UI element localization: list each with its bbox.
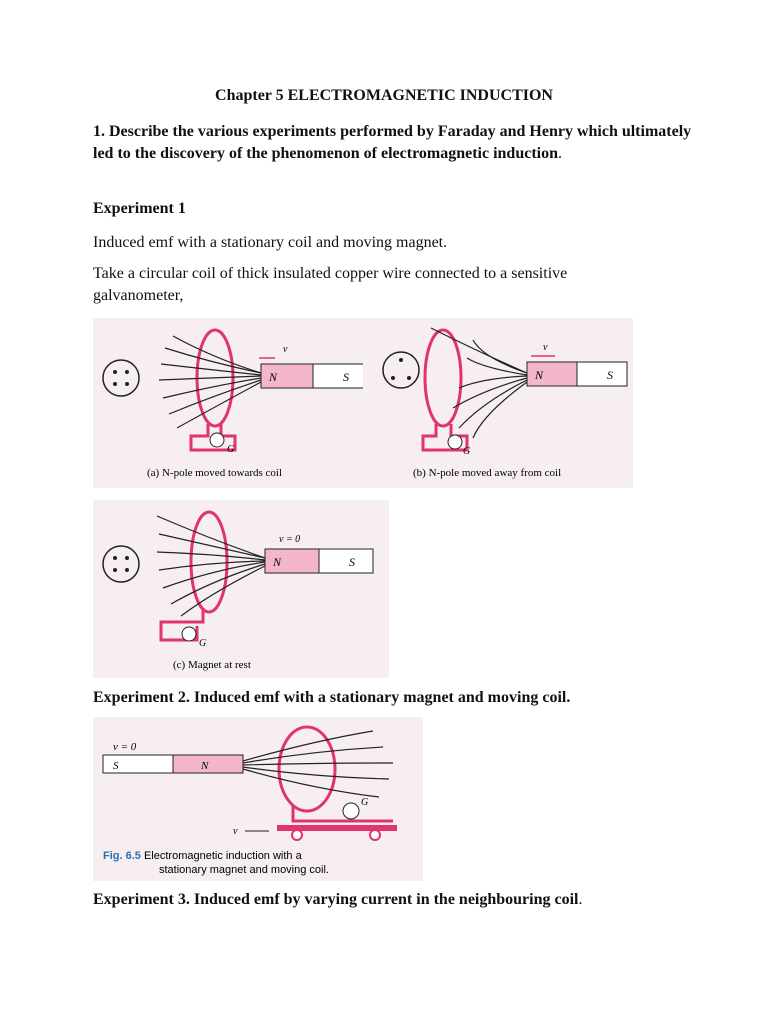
magnet-south: [577, 362, 627, 386]
figure-6-5-caption-text: Electromagnetic induction with a: [143, 850, 302, 862]
north-label: N: [535, 368, 544, 382]
galvanometer-icon: [210, 433, 224, 447]
page-title: Chapter 5 ELECTROMAGNETIC INDUCTION: [215, 87, 553, 104]
magnet-south: [319, 549, 373, 573]
question-period: .: [558, 145, 562, 162]
experiment-1-line-1: Induced emf with a stationary coil and moving magnet.: [93, 234, 448, 251]
south-label: S: [607, 368, 613, 382]
figure-b: [363, 318, 633, 488]
figure-6-5: [93, 717, 423, 881]
galvanometer-label: G: [199, 638, 207, 649]
experiment-3-period: .: [578, 891, 583, 908]
magnet-south: [313, 364, 363, 388]
figure-6-5-caption-line-1: [103, 850, 303, 862]
south-label: S: [113, 760, 119, 772]
galvanometer-label: G: [227, 444, 235, 455]
question-text: Describe the various experiments performed by Faraday and Henry which ultimately led to the discovery of the phenomenon of electromagnetic induction: [93, 123, 692, 162]
question-number: 1.: [93, 123, 105, 140]
experiment-1-line-2: Take a circular coil of thick insulated copper wire connected to a sensitive galvanometer,: [93, 265, 568, 304]
velocity-top-label: v = 0: [113, 741, 137, 753]
north-label: N: [269, 370, 278, 384]
figure-6-5-caption-label: Fig. 6.5: [103, 850, 141, 862]
galvanometer-icon: [182, 627, 196, 641]
velocity-label: v: [543, 342, 548, 353]
figure-b-caption: (b) N-pole moved away from coil: [413, 467, 562, 479]
figure-background: [93, 500, 389, 678]
velocity-bottom-label: v: [233, 826, 238, 837]
experiment-1-heading: Experiment 1: [93, 200, 186, 217]
galvanometer-icon: [448, 435, 462, 449]
figure-6-5-caption-line-2: stationary magnet and moving coil.: [159, 864, 329, 876]
south-label: S: [349, 555, 355, 569]
figure-a: [93, 318, 363, 488]
south-label: S: [343, 370, 349, 384]
figure-c: [93, 500, 389, 678]
figure-c-caption: (c) Magnet at rest: [173, 659, 251, 671]
cart-wheel: [370, 830, 380, 840]
experiment-3-text: Experiment 3. Induced emf by varying current in the neighbouring coil: [93, 891, 579, 908]
north-label: N: [201, 760, 209, 772]
velocity-label: v: [283, 344, 288, 355]
experiment-2-heading: Experiment 2. Induced emf with a stationary magnet and moving coil.: [93, 689, 571, 706]
experiment-3-heading: [93, 889, 583, 911]
cart-wheel: [292, 830, 302, 840]
galvanometer-label: G: [463, 446, 471, 457]
velocity-label: v = 0: [279, 534, 301, 545]
galvanometer-label: G: [361, 797, 369, 808]
figure-background: [363, 318, 633, 488]
north-label: N: [273, 555, 282, 569]
figure-a-caption: (a) N-pole moved towards coil: [147, 467, 283, 479]
galvanometer-icon: [343, 803, 359, 819]
question-1: [93, 121, 693, 165]
